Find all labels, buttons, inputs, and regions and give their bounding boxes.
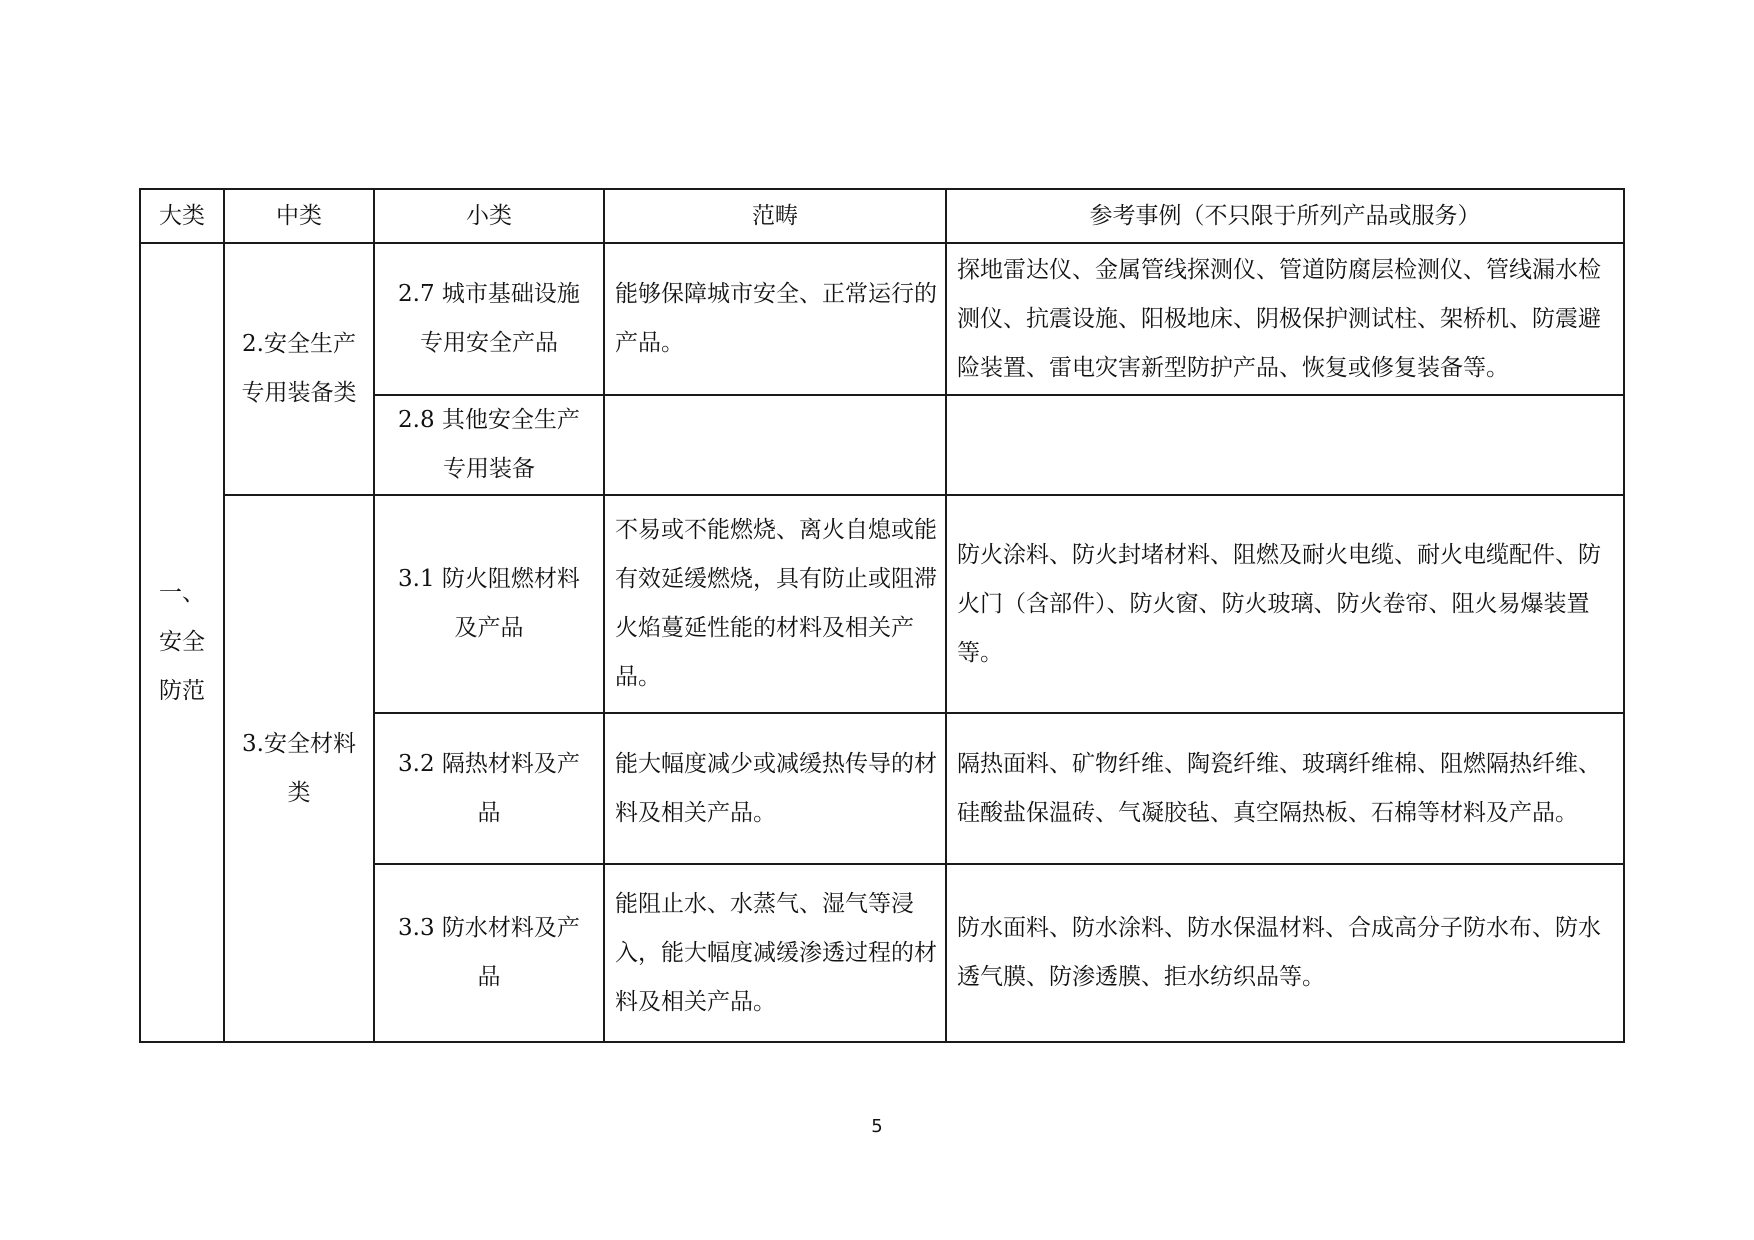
examples-cell	[946, 395, 1624, 495]
scope-cell: 不易或不能燃烧、离火自熄或能有效延缓燃烧，具有防止或阻滞火焰蔓延性能的材料及相关产品。	[604, 495, 946, 713]
mid-category-cell: 2.安全生产 专用装备类	[224, 243, 374, 495]
table-header-row	[140, 189, 1624, 243]
sub-category-cell: 2.8 其他安全生产 专用装备	[374, 395, 604, 495]
examples-cell: 隔热面料、矿物纤维、陶瓷纤维、玻璃纤维棉、阻燃隔热纤维、硅酸盐保温砖、气凝胶毡、真空隔热板、石棉等材料及产品。	[946, 713, 1624, 864]
examples-cell: 防水面料、防水涂料、防水保温材料、合成高分子防水布、防水透气膜、防渗透膜、拒水纺织品等。	[946, 864, 1624, 1042]
major-category-cell: 一、 安全 防范	[140, 243, 224, 1042]
table-row	[140, 243, 1624, 395]
mid-category-cell: 3.安全材料 类	[224, 495, 374, 1042]
scope-cell: 能阻止水、水蒸气、湿气等浸入，能大幅度减缓渗透过程的材料及相关产品。	[604, 864, 946, 1042]
sub-category-cell: 3.3 防水材料及产 品	[374, 864, 604, 1042]
sub-category-cell: 3.1 防火阻燃材料 及产品	[374, 495, 604, 713]
scope-cell	[604, 395, 946, 495]
header-sub-category: 小类	[374, 189, 604, 243]
sub-category-cell: 3.2 隔热材料及产 品	[374, 713, 604, 864]
examples-cell: 防火涂料、防火封堵材料、阻燃及耐火电缆、耐火电缆配件、防火门（含部件）、防火窗、防火玻璃、防火卷帘、阻火易爆装置等。	[946, 495, 1624, 713]
examples-cell: 探地雷达仪、金属管线探测仪、管道防腐层检测仪、管线漏水检测仪、抗震设施、阳极地床、阴极保护测试柱、架桥机、防震避险装置、雷电灾害新型防护产品、恢复或修复装备等。	[946, 243, 1624, 395]
header-scope: 范畴	[604, 189, 946, 243]
header-mid-category: 中类	[224, 189, 374, 243]
page-number: 5	[871, 1116, 883, 1137]
table-row	[140, 495, 1624, 713]
scope-cell: 能大幅度减少或减缓热传导的材料及相关产品。	[604, 713, 946, 864]
header-examples: 参考事例（不只限于所列产品或服务）	[946, 189, 1624, 243]
category-table	[139, 188, 1625, 1043]
sub-category-cell: 2.7 城市基础设施 专用安全产品	[374, 243, 604, 395]
scope-cell: 能够保障城市安全、正常运行的产品。	[604, 243, 946, 395]
header-major-category: 大类	[140, 189, 224, 243]
